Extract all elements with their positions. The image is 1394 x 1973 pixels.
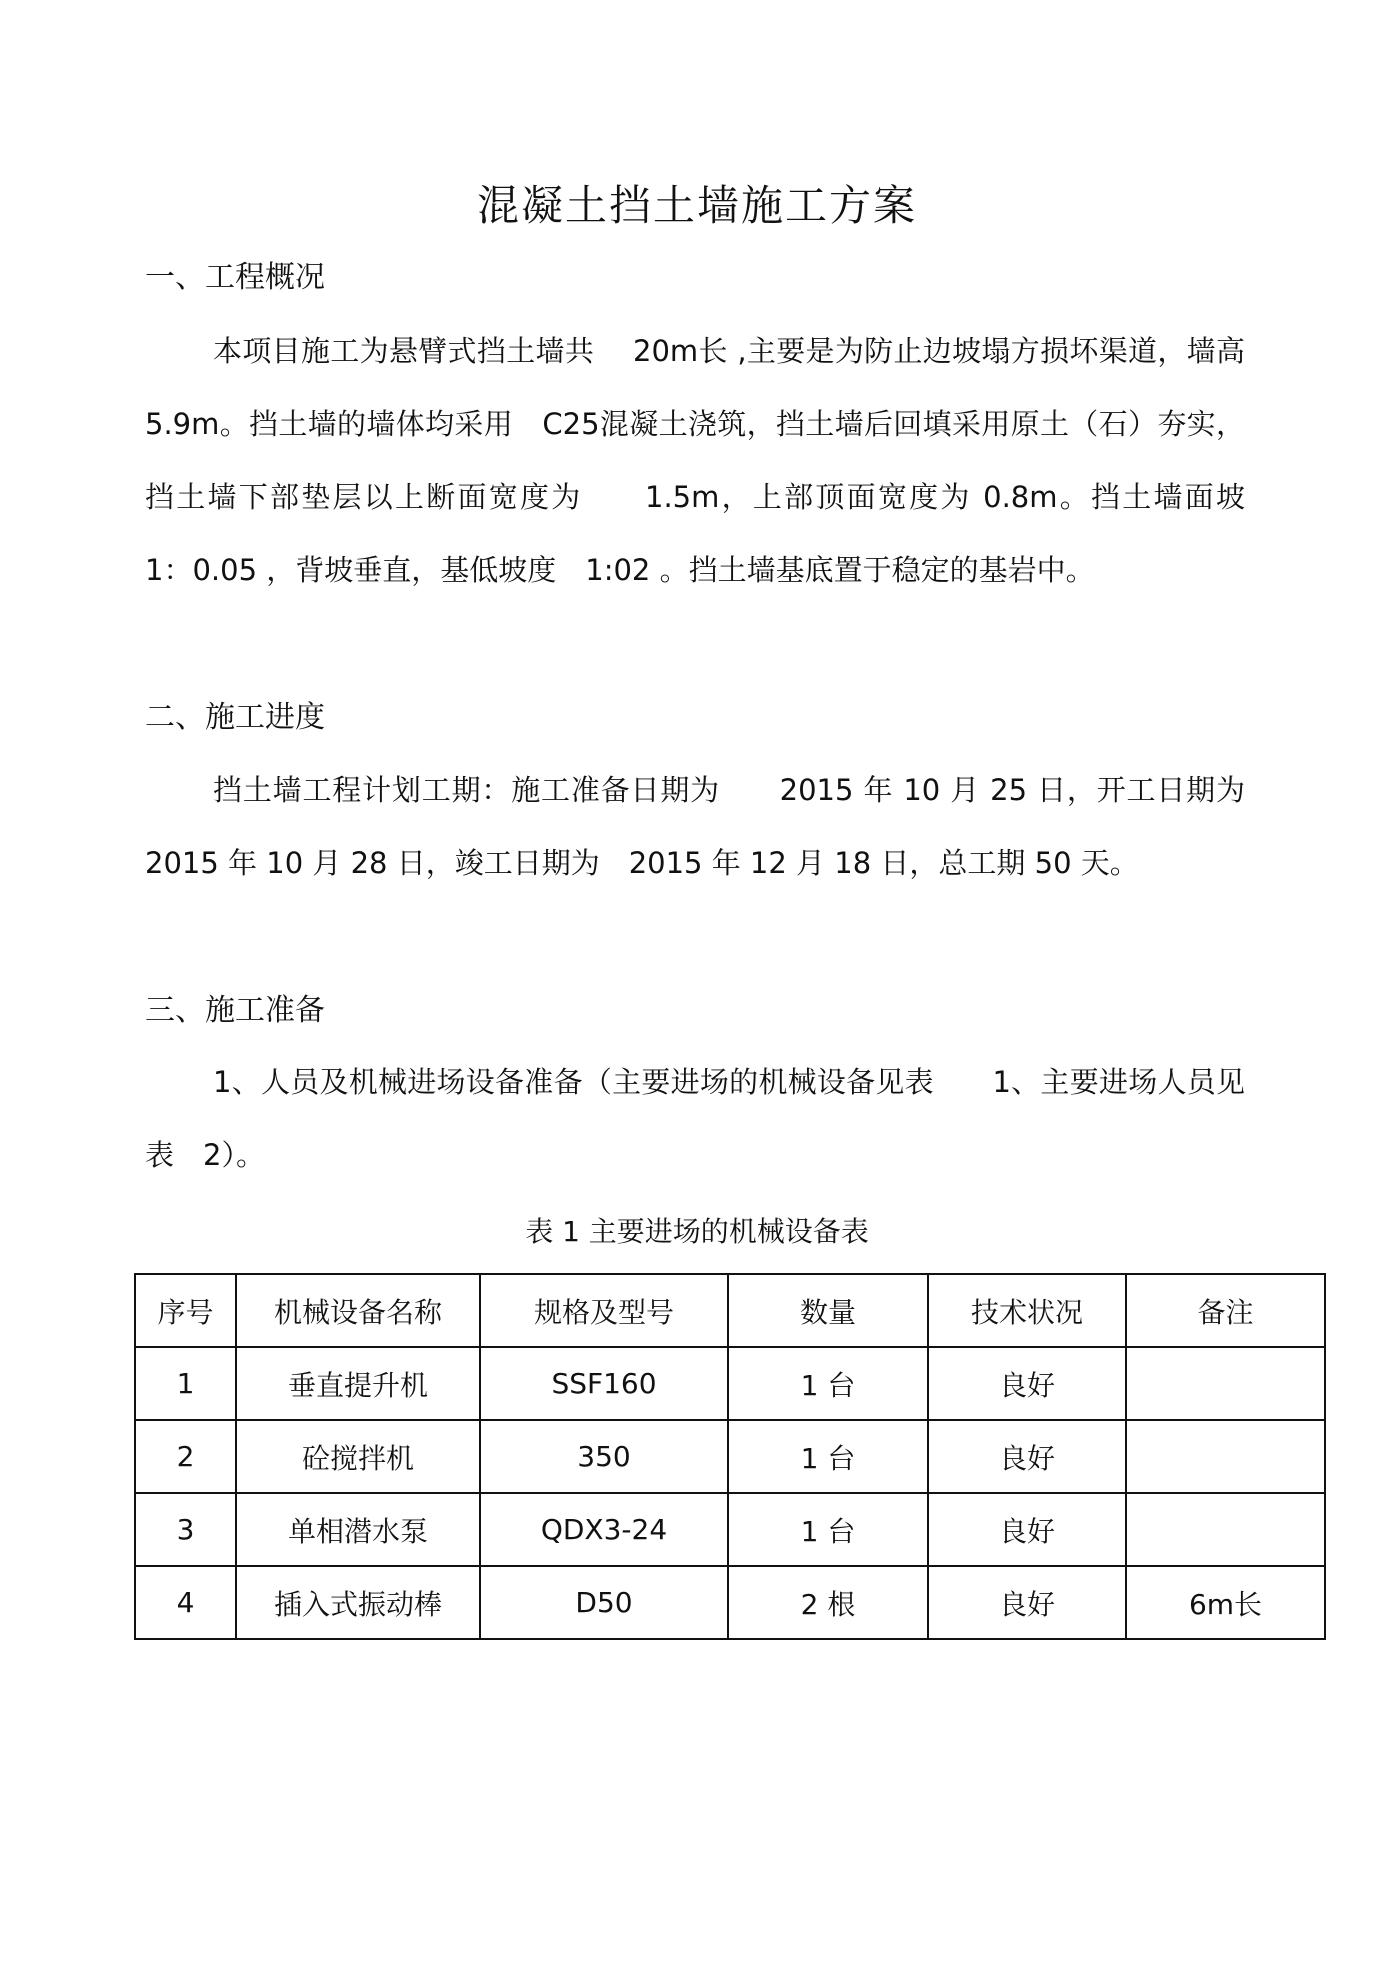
header-condition: 技术状况 [928, 1274, 1126, 1347]
cell-condition: 良好 [928, 1566, 1126, 1639]
section-heading-preparation: 三、施工准备 [145, 993, 325, 1028]
cell-remarks [1126, 1347, 1325, 1420]
cell-quantity: 1 台 [728, 1493, 928, 1566]
header-equipment-name: 机械设备名称 [236, 1274, 480, 1347]
cell-index: 4 [135, 1566, 236, 1639]
table-row [135, 1420, 1325, 1493]
header-model: 规格及型号 [480, 1274, 728, 1347]
cell-quantity: 1 台 [728, 1347, 928, 1420]
paragraph-preparation: 1、人员及机械进场设备准备（主要进场的机械设备见表 1、主要进场人员见表 2）。 [145, 1065, 1245, 1172]
cell-condition: 良好 [928, 1420, 1126, 1493]
cell-model: SSF160 [480, 1347, 728, 1420]
cell-index: 2 [135, 1420, 236, 1493]
cell-equipment-name: 垂直提升机 [236, 1347, 480, 1420]
header-remarks: 备注 [1126, 1274, 1325, 1347]
cell-index: 1 [135, 1347, 236, 1420]
cell-remarks [1126, 1493, 1325, 1566]
table-row [135, 1566, 1325, 1639]
cell-model: QDX3-24 [480, 1493, 728, 1566]
cell-quantity: 1 台 [728, 1420, 928, 1493]
table-caption: 表 1 主要进场的机械设备表 [525, 1215, 869, 1248]
cell-condition: 良好 [928, 1347, 1126, 1420]
cell-equipment-name: 砼搅拌机 [236, 1420, 480, 1493]
cell-model: 350 [480, 1420, 728, 1493]
cell-equipment-name: 插入式振动棒 [236, 1566, 480, 1639]
cell-equipment-name: 单相潜水泵 [236, 1493, 480, 1566]
table-header-row [135, 1274, 1325, 1347]
header-quantity: 数量 [728, 1274, 928, 1347]
equipment-table [134, 1273, 1326, 1640]
paragraph-schedule: 挡土墙工程计划工期：施工准备日期为 2015 年 10 月 25 日，开工日期为 2015 年 10 月 28 日，竣工日期为 2015 年 12 月 18 日，总工期 50 天。 [145, 773, 1275, 880]
header-index: 序号 [135, 1274, 236, 1347]
cell-quantity: 2 根 [728, 1566, 928, 1639]
paragraph-overview: 本项目施工为悬臂式挡土墙共 20m长 ,主要是为防止边坡塌方损坏渠道，墙高 5.9m。挡土墙的墙体均采用 C25混凝土浇筑，挡土墙后回填采用原土（石）夯实，挡土墙下部垫层以上断面宽度为 1.5m，上部顶面宽度为 0.8m。挡土墙面坡 1：0.05 ，背坡垂直，基低坡度 1:02 。挡土墙基底置于稳定的基岩中。 [145, 334, 1275, 587]
cell-index: 3 [135, 1493, 236, 1566]
cell-remarks [1126, 1420, 1325, 1493]
section-heading-schedule: 二、施工进度 [145, 700, 325, 735]
cell-condition: 良好 [928, 1493, 1126, 1566]
table-row [135, 1493, 1325, 1566]
cell-remarks: 6m长 [1126, 1566, 1325, 1639]
section-heading-overview: 一、工程概况 [145, 260, 325, 295]
table-row [135, 1347, 1325, 1420]
cell-model: D50 [480, 1566, 728, 1639]
document-title: 混凝土挡土墙施工方案 [476, 181, 917, 230]
